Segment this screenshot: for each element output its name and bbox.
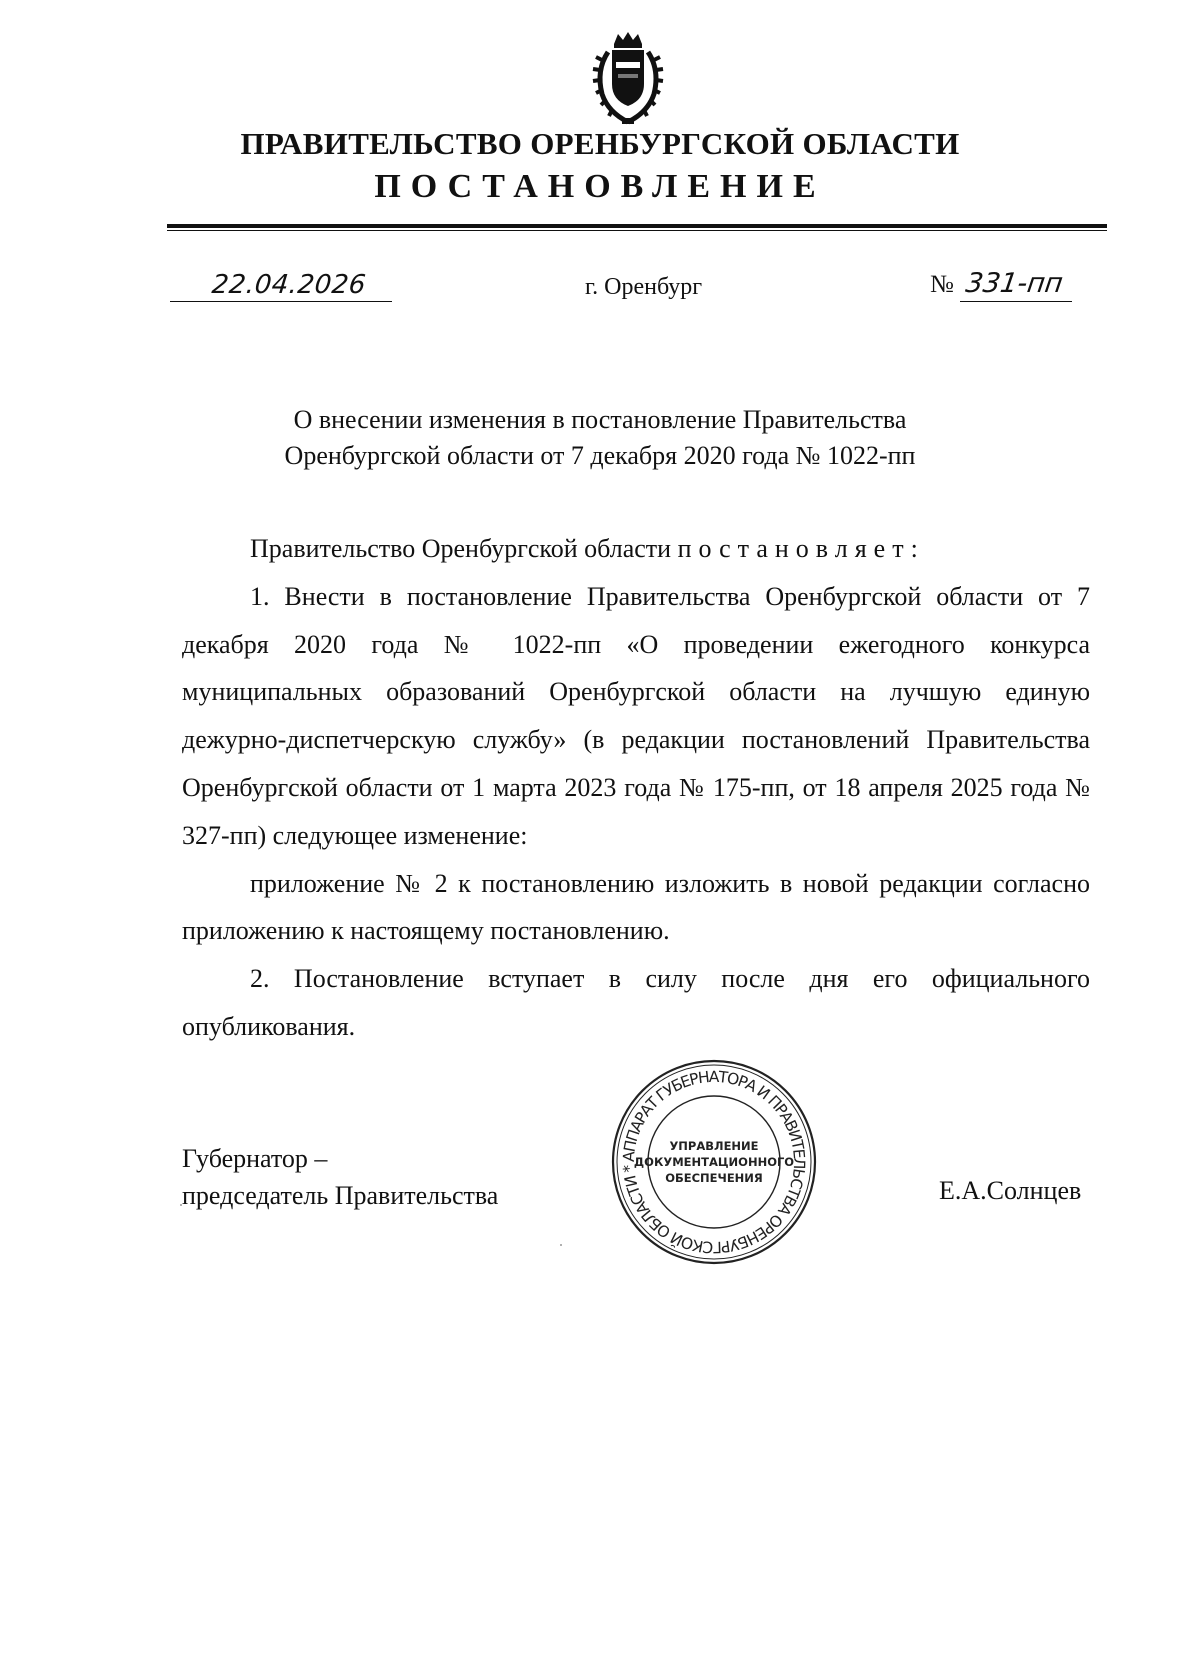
document-city: г. Оренбург — [585, 274, 703, 300]
date-underline — [170, 301, 392, 302]
position-line-1: Губернатор – — [182, 1144, 328, 1173]
position-line-2: председатель Правительства — [182, 1181, 499, 1210]
seal-ring-text: АППАРАТ ГУБЕРНАТОРА И ПРАВИТЕЛЬСТВА ОРЕНБУРГСКОЙ ОБЛАСТИ * — [619, 1067, 809, 1257]
document-type-title: ПОСТАНОВЛЕНИЕ — [374, 168, 826, 205]
header-divider-thin — [167, 230, 1107, 231]
seal-center-line-1: УПРАВЛЕНИЕ — [669, 1139, 759, 1153]
document-subject — [0, 402, 1200, 474]
preamble — [182, 525, 1090, 573]
item-2: 2. Постановление вступает в силу после дня его официального опубликования. — [182, 964, 1090, 1041]
item-1-change: приложение № 2 к постановлению изложить в новой редакции согласно приложению к настоящему постановлению. — [182, 868, 1090, 946]
preamble-text: Правительство Оренбургской области — [250, 534, 678, 563]
document-body — [182, 525, 1090, 1051]
organization-title: ПРАВИТЕЛЬСТВО ОРЕНБУРГСКОЙ ОБЛАСТИ — [240, 126, 960, 161]
coat-of-arms-icon — [592, 30, 664, 128]
document-number: 331-пп — [963, 268, 1065, 299]
number-underline — [960, 301, 1072, 302]
item-1: 1. Внести в постановление Правительства Оренбургской области от 7 декабря 2020 года № 1022-пп «О проведении ежегодного конкурса муниципальных образований Оренбургской области на лучшую единую дежурно-диспетчерскую службу» (в редакции постановлений Правительства Оренбургской области от 1 марта 2023 года № 175-пп, от 18 апреля 2025 года № 327-пп) следующее изменение: — [182, 581, 1090, 850]
subject-line-1: О внесении изменения в постановление Правительства — [293, 405, 907, 434]
seal-center-line-2: ДОКУМЕНТАЦИОННОГО — [633, 1155, 795, 1169]
scan-speck — [560, 1244, 562, 1246]
subject-line-2: Оренбургской области от 7 декабря 2020 года № 1022-пп — [284, 441, 916, 470]
number-sign: № — [930, 271, 954, 298]
signatory-position — [182, 1140, 498, 1214]
signatory-name: Е.А.Солнцев — [939, 1176, 1082, 1205]
official-seal — [610, 1058, 818, 1266]
seal-center-line-3: ОБЕСПЕЧЕНИЯ — [665, 1171, 763, 1185]
scan-speck — [180, 1204, 182, 1206]
document-date: 22.04.2026 — [210, 270, 368, 300]
preamble-spaced: постановляет: — [677, 534, 925, 563]
header-divider — [167, 224, 1107, 228]
